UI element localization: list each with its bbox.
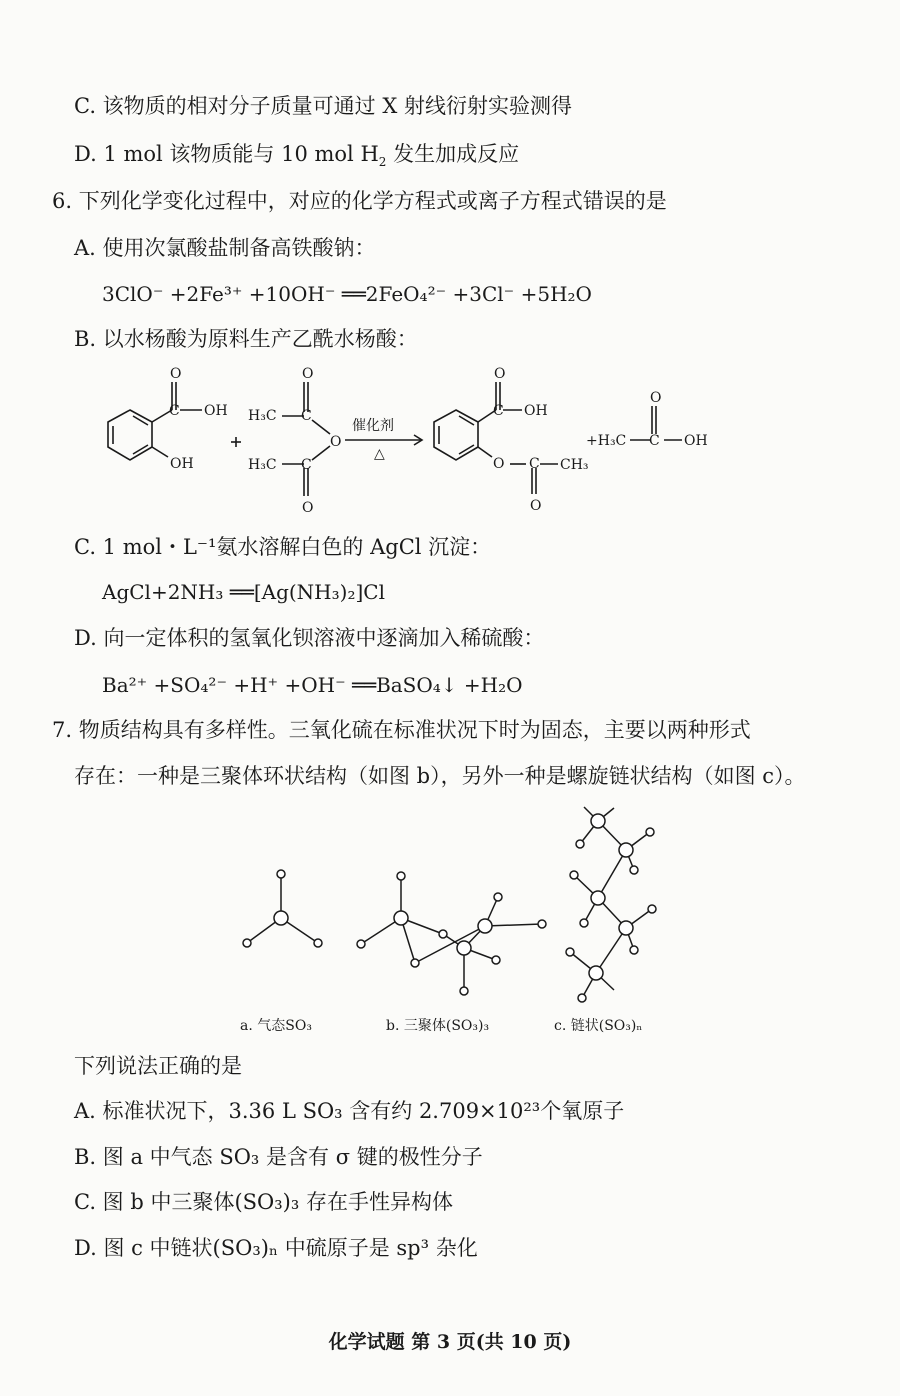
svg-text:O: O [170, 366, 182, 382]
svg-text:OH: OH [204, 403, 228, 419]
svg-text:C: C [301, 408, 312, 424]
svg-text:O: O [650, 390, 662, 406]
page-footer: 化学试题 第 3 页(共 10 页) [328, 1331, 572, 1353]
q6-option-c-equation: AgCl+2NH₃ ══[Ag(NH₃)₂]Cl [102, 580, 385, 604]
q5-option-c: C. 该物质的相对分子质量可通过 X 射线衍射实验测得 [74, 94, 572, 118]
q7-option-c: C. 图 b 中三聚体(SO₃)₃ 存在手性异构体 [74, 1190, 453, 1214]
q6-stem: 6. 下列化学变化过程中，对应的化学方程式或离子方程式错误的是 [52, 189, 667, 213]
svg-text:O: O [302, 366, 314, 382]
q7-prompt: 下列说法正确的是 [74, 1054, 242, 1078]
svg-text:H₃C: H₃C [248, 457, 277, 473]
svg-text:C: C [493, 403, 504, 419]
so3-gas-oxygen [277, 870, 285, 878]
q5-option-d-text: D. 1 mol 该物质能与 10 mol H [74, 142, 379, 166]
q5-option-d-sub: 2 [378, 155, 387, 170]
svg-text:CH₃: CH₃ [560, 457, 589, 473]
so3-gas-sulfur [274, 911, 288, 925]
q6-option-d-equation: Ba²⁺ +SO₄²⁻ +H⁺ +OH⁻ ══BaSO₄↓ +H₂O [102, 673, 523, 697]
svg-text:OH: OH [684, 433, 708, 449]
svg-text:C: C [301, 457, 312, 473]
q7-stem-line1: 7. 物质结构具有多样性。三氧化硫在标准状况下时为固态，主要以两种形式 [52, 718, 751, 742]
caption-a: a. 气态SO₃ [240, 1018, 312, 1034]
svg-text:O: O [493, 456, 505, 472]
benzene-ring-1 [108, 410, 152, 460]
aspirin-synthesis-scheme [90, 360, 730, 520]
q7-option-d: D. 图 c 中链状(SO₃)ₙ 中硫原子是 sp³ 杂化 [74, 1236, 478, 1260]
svg-text:O: O [302, 500, 314, 516]
svg-text:C: C [649, 433, 660, 449]
so3-gas-oxygen [314, 939, 322, 947]
catalyst-label: 催化剂 [352, 418, 394, 434]
q7-option-a: A. 标准状况下，3.36 L SO₃ 含有约 2.709×10²³个氧原子 [74, 1099, 625, 1123]
q7-option-b: B. 图 a 中气态 SO₃ 是含有 σ 键的极性分子 [74, 1145, 483, 1169]
svg-text:OH: OH [524, 403, 548, 419]
svg-text:OH: OH [170, 456, 194, 472]
svg-text:+H₃C: +H₃C [586, 433, 627, 449]
so3-structures-figure [228, 798, 688, 1043]
svg-text:O: O [330, 434, 342, 450]
caption-b: b. 三聚体(SO₃)₃ [386, 1018, 490, 1034]
svg-text:C: C [529, 456, 540, 472]
q6-option-d-label: D. 向一定体积的氢氧化钡溶液中逐滴加入稀硫酸： [74, 626, 545, 650]
q6-option-a-label: A. 使用次氯酸盐制备高铁酸钠： [74, 236, 376, 260]
svg-text:C: C [169, 403, 180, 419]
caption-c: c. 链状(SO₃)ₙ [554, 1018, 643, 1034]
benzene-ring-2 [434, 410, 478, 460]
q5-option-d-text2: 发生加成反应 [386, 142, 520, 166]
q6-option-b-label: B. 以水杨酸为原料生产乙酰水杨酸： [74, 327, 418, 351]
q6-option-a-equation: 3ClO⁻ +2Fe³⁺ +10OH⁻ ══2FeO₄²⁻ +3Cl⁻ +5H₂O [102, 282, 592, 306]
heat-symbol: △ [374, 446, 385, 462]
q7-stem-line2: 存在：一种是三聚体环状结构（如图 b），另外一种是螺旋链状结构（如图 c）。 [74, 764, 806, 788]
svg-text:O: O [530, 498, 542, 514]
svg-text:O: O [494, 366, 506, 382]
q5-option-d [74, 142, 520, 170]
so3-gas-oxygen [243, 939, 251, 947]
svg-text:H₃C: H₃C [248, 408, 277, 424]
q6-option-c-label: C. 1 mol・L⁻¹氨水溶解白色的 AgCl 沉淀： [74, 535, 492, 559]
